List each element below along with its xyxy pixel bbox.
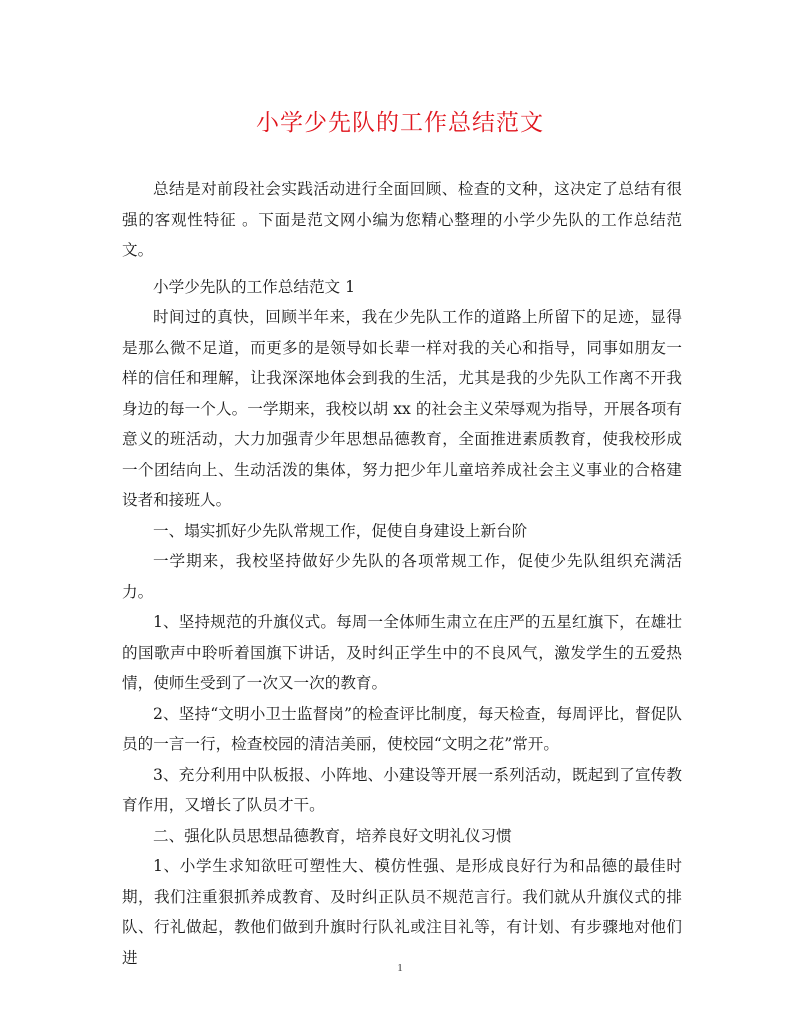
section-heading: 小学少先队的工作总结范文 1 <box>153 277 356 296</box>
body-paragraph: 2、坚持“文明小卫士监督岗”的检查评比制度，每天检查，每周评比，督促队员的一言一行，检查校园的清洁美丽，使校园“文明之花”常开。 <box>122 704 682 753</box>
intro-paragraph: 总结是对前段社会实践活动进行全面回顾、检查的文种，这决定了总结有很强的客观性特征 。下面是范文网小编为您精心整理的小学少先队的工作总结范文。 <box>122 180 682 259</box>
document-title: 小学少先队的工作总结范文 <box>256 110 544 136</box>
document-body <box>122 174 682 973</box>
body-paragraph: 1、小学生求知欲旺可塑性大、模仿性强、是形成良好行为和品德的最佳时期，我们注重狠抓养成教育、及时纠正队员不规范言行。我们就从升旗仪式的排队、行礼做起，教他们做到升旗时行队礼或注目礼等，有计划、有步骤地对他们进 <box>122 857 682 967</box>
page-number: 1 <box>397 962 403 974</box>
section-heading: 二、强化队员思想品德教育，培养良好文明礼仪习惯 <box>153 826 512 845</box>
section-heading: 一、塌实抓好少先队常规工作，促使自身建设上新台阶 <box>153 521 528 540</box>
body-paragraph: 一学期来，我校坚持做好少先队的各项常规工作，促使少先队组织充满活力。 <box>122 552 682 601</box>
body-paragraph: 时间过的真快，回顾半年来，我在少先队工作的道路上所留下的足迹，显得是那么微不足道，而更多的是领导如长辈一样对我的关心和指导，同事如朋友一样的信任和理解，让我深深地体会到我的生活，尤其是我的少先队工作离不开我身边的每一个人。一学期来，我校以胡 xx 的社会主义荣辱观为指导，开展各项有意义的班活动，大力加强青少年思想品德教育，全面推进素质教育，使我校形成一个团结向上、生动活泼的集体，努力把少年儿童培养成社会主义事业的合格建设者和接班人。 <box>122 308 682 509</box>
body-paragraph: 1、坚持规范的升旗仪式。每周一全体师生肃立在庄严的五星红旗下，在雄壮的国歌声中聆听着国旗下讲话，及时纠正学生中的不良风气，激发学生的五爱热情，使师生受到了一次又一次的教育。 <box>122 613 682 692</box>
body-paragraph: 3、充分利用中队板报、小阵地、小建设等开展一系列活动，既起到了宣传教育作用，又增长了队员才干。 <box>122 765 682 814</box>
